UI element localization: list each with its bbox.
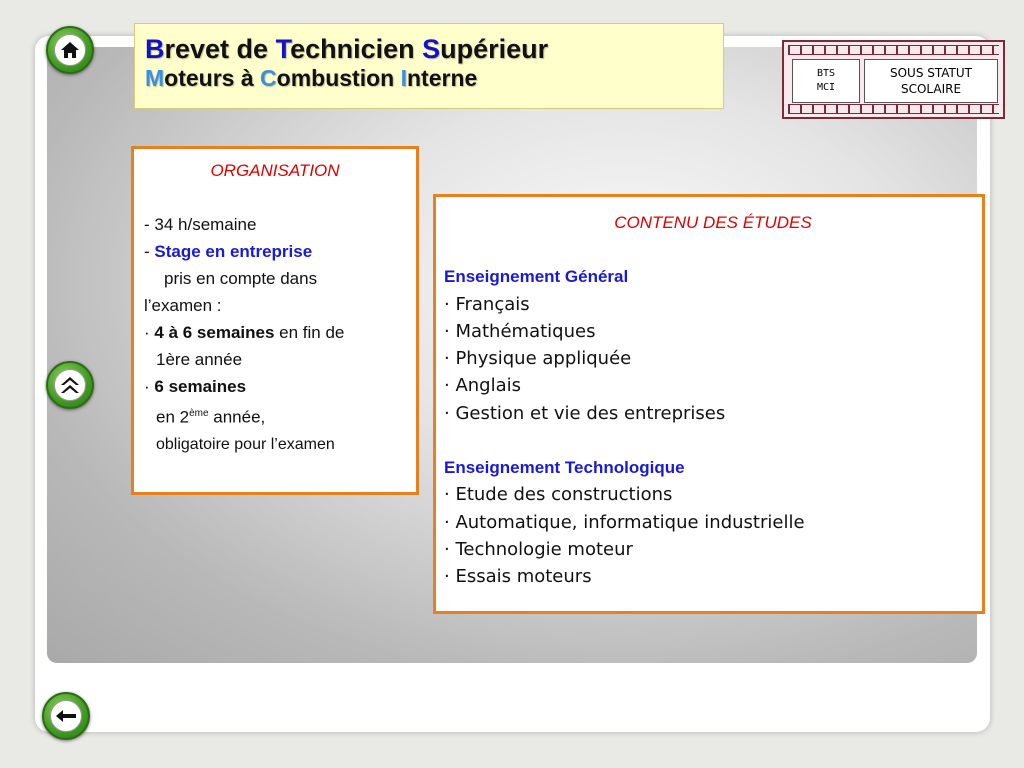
double-chevron-up-icon [59, 375, 81, 395]
contenu-heading: CONTENU DES ÉTUDES [614, 213, 812, 232]
list-item: · Gestion et vie des entreprises [444, 402, 726, 424]
stage-dash: - [144, 242, 155, 261]
second-year-en: en 2 [156, 407, 190, 427]
status-line-1: SOUS STATUT [889, 66, 972, 80]
first-year-rest: en fin de [274, 323, 345, 342]
organisation-box [131, 146, 419, 495]
title-initial: T [275, 34, 291, 64]
list-item: · Etude des constructions [444, 484, 673, 506]
program-code-line-2: MCI [816, 82, 836, 93]
home-icon [60, 41, 80, 59]
second-year-annee: année, [208, 407, 266, 427]
second-year-weeks: 6 semaines [154, 377, 247, 396]
second-year-note: obligatoire pour l’examen [156, 435, 335, 453]
title-initial: M [145, 65, 165, 91]
badge-border-bottom [788, 104, 999, 114]
arrow-left-icon [55, 709, 77, 723]
first-year-line [144, 319, 416, 346]
bullet: · [144, 323, 155, 342]
list-item: · Automatique, informatique industrielle [444, 511, 805, 533]
general-section-title: Enseignement Général [444, 267, 629, 287]
stage-line [144, 238, 416, 265]
contenu-box [433, 194, 985, 614]
list-item: · Technologie moteur [444, 538, 633, 560]
stage-note-line-1: pris en compte dans [164, 269, 318, 288]
title-word: upérieur [440, 34, 549, 64]
first-year-weeks: 4 à 6 semaines [154, 323, 275, 342]
title-word: ombustion [276, 65, 401, 91]
title-initial: C [260, 65, 277, 91]
second-year-label [144, 400, 416, 431]
list-item: · Physique appliquée [444, 348, 632, 370]
hours-line: - 34 h/semaine [144, 215, 257, 234]
organisation-heading: ORGANISATION [210, 161, 340, 180]
home-button[interactable] [46, 26, 94, 74]
badge-border-top [788, 45, 999, 55]
title-line-2 [145, 64, 723, 92]
bullet: · [144, 377, 155, 396]
tech-section-title: Enseignement Technologique [444, 458, 685, 478]
stage-label: Stage en entreprise [154, 242, 313, 261]
title-initial: S [422, 34, 441, 64]
title-word: revet de [164, 34, 276, 64]
section-spacer [444, 427, 982, 454]
list-item: · Français [444, 293, 530, 315]
stage-note-line-2: l’examen : [144, 296, 222, 315]
list-item: · Anglais [444, 375, 522, 397]
title-word: echnicien [290, 34, 423, 64]
program-code-line-1: BTS [816, 68, 836, 79]
status-line-2: SCOLAIRE [900, 82, 962, 96]
title-line-1 [145, 34, 723, 64]
title-initial: B [145, 34, 165, 64]
second-year-line [144, 373, 416, 400]
list-item: · Mathématiques [444, 320, 596, 342]
list-item: · Essais moteurs [444, 566, 592, 588]
program-code-box [792, 59, 860, 103]
title-initial: I [400, 65, 407, 91]
first-year-label: 1ère année [156, 350, 243, 369]
title-word: oteurs à [164, 65, 261, 91]
title-banner [134, 23, 724, 109]
title-word: nterne [407, 65, 478, 91]
status-badge [782, 40, 1005, 119]
status-box [864, 59, 998, 103]
second-year-sup: ème [189, 408, 209, 419]
scroll-up-button[interactable] [46, 361, 94, 409]
back-button[interactable] [42, 692, 90, 740]
